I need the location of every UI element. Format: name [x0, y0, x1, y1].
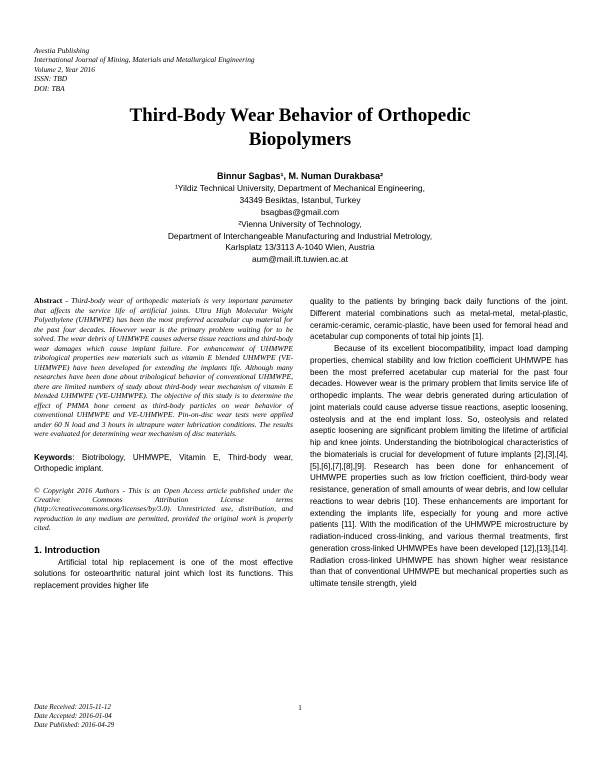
issn: ISSN: TBD	[34, 74, 68, 84]
affiliation-1-email[interactable]: bsagbas@gmail.com	[260, 206, 340, 217]
date-published: Date Published: 2016-04-29	[34, 721, 115, 729]
volume: Volume 2, Year 2016	[34, 64, 95, 74]
affiliation-1-line-1: ¹Yildiz Technical University, Department of Mechanical Engineering,	[175, 182, 425, 193]
affiliation-1-line-2: 34349 Besiktas, Istanbul, Turkey	[239, 194, 361, 205]
journal-name: International Journal of Mining, Materials and Metallurgical Engineering	[34, 55, 255, 65]
affiliation-2-email[interactable]: aum@mail.ift.tuwien.ac.at	[251, 254, 348, 265]
left-column	[34, 296, 293, 592]
author-names: Binnur Sagbas¹, M. Numan Durakbasa²	[216, 171, 384, 181]
journal-header	[34, 46, 255, 93]
title-line-2: Biopolymers	[248, 129, 352, 150]
keywords	[34, 452, 293, 474]
abstract-text: - Third-body wear of orthopedic materials is very important parameter that affects the service life of artificial joints. Ultra High Molecular Weight Polyethylene (UHMWPE) has been the most preferred acetabular cup material for the past four decades. However wear is the primary problem waiting for to be solved. The wear debris of UHMWPE causes adverse tissue reactions and third-body wear damages which cause implant failure. For enhancement of UHMWPE tribological properties new materials such as vitamin E blended UHMWPE (VE-UHMWPE) have been developed for extending the implants life. Although many researches have been done about tribological behavior of conventional UHMWPE, there are limited numbers of study about third-body wear mechanism of vitamin E blended UHMWPE (VE-UHMWPE). The objective of this study is to determine the effect of PMMA bone cement as third-body particles on wear behavior of conventional UHMWPE and VE-UHMWPE. Pin-on-disc wear tests were applied under 60 N load and 3 hours in ultrapure water lubrication conditions. The results were evaluated for determining wear mechanism of disc materials.	[34, 296, 293, 438]
keywords-text: : Biotribology, UHMWPE, Vitamin E, Third-body wear, Orthopedic implant.	[34, 452, 293, 473]
affiliation-2-line-3: Karlsplatz 13/3113 A-1040 Wien, Austria	[225, 242, 375, 253]
copyright-notice: © Copyright 2016 Authors - This is an Open Access article published under the Creative Commons Attribution License terms (http://creativecommons.org/licenses/by/3.0). Unrestricted use, distribution, and reproduction in any medium are permitted, provided the original work is properly cited.	[34, 485, 293, 533]
affiliation-2-line-1: ²Vienna University of Technology,	[238, 218, 362, 229]
authors-block	[40, 171, 560, 266]
introduction-paragraph-1: Artificial total hip replacement is one of the most effective solutions for osteoarthritic natural joint which lost its functions. This replacement provides higher life	[34, 557, 293, 591]
keywords-label: Keywords	[34, 452, 73, 462]
page-number: 1	[298, 703, 302, 712]
date-accepted: Date Accepted: 2016-01-04	[34, 712, 112, 720]
paper-title	[40, 104, 560, 152]
publisher: Avestia Publishing	[34, 46, 90, 55]
abstract	[34, 296, 293, 439]
introduction-paragraph-2: Because of its excellent biocompatibility, impact load damping properties, chemical stability and low friction coefficient UHMWPE has been the most preferred acetabular cup material for the past four decades. However wear is the primary problem that limits service life of orthopedic implants. The wear debris generated during articulation of joint materials could cause adverse tissue reactions, aseptic loosening, osteolysis and at the end implant loss. So, osteolysis and related aseptic loosening are significant problem limiting the lifetime of artificial hip and knee joints. Understanding the biotribological characteristics of the biomaterials is crucial for development of future implants [2],[3],[4],[5],[6],[7],[8],[9]. Research has been done for enhancement of UHMWPE properties such as low friction coefficient, third-body wear resistance, generation of small amounts of wear debris, and low cellular reactions to wear debris [10]. These enhancements are important for extending the implants life, especially for young and more active patients [11]. With the modification of the UHMWPE microstructure by radiation-induced cross-linking, and various thermal treatments, first generation cross-linked UHMWPEs have been developed [12],[13],[14]. Radiation cross-linked UHMWPE has shown higher wear resistance than that of conventional UHMWPE but mechanical properties such as ultimate tensile strength, yield	[310, 344, 568, 588]
introduction-heading: 1. Introduction	[34, 544, 100, 556]
right-column	[310, 296, 568, 590]
introduction-paragraph-1-continued: quality to the patients by bringing back daily functions of the joint. Different material combinations such as metal-metal, metal-plastic, ceramic-ceramic, ceramic-plastic, have been used for femoral head and acetabular cup components of total hip joints [1].	[310, 297, 568, 342]
date-received: Date Received: 2015-11-12	[34, 703, 111, 711]
abstract-label: Abstract	[34, 296, 63, 305]
doi: DOI: TBA	[34, 83, 65, 93]
title-line-1: Third-Body Wear Behavior of Orthopedic	[129, 105, 471, 126]
affiliation-2-line-2: Department of Interchangeable Manufacturing and Industrial Metrology,	[167, 230, 433, 241]
